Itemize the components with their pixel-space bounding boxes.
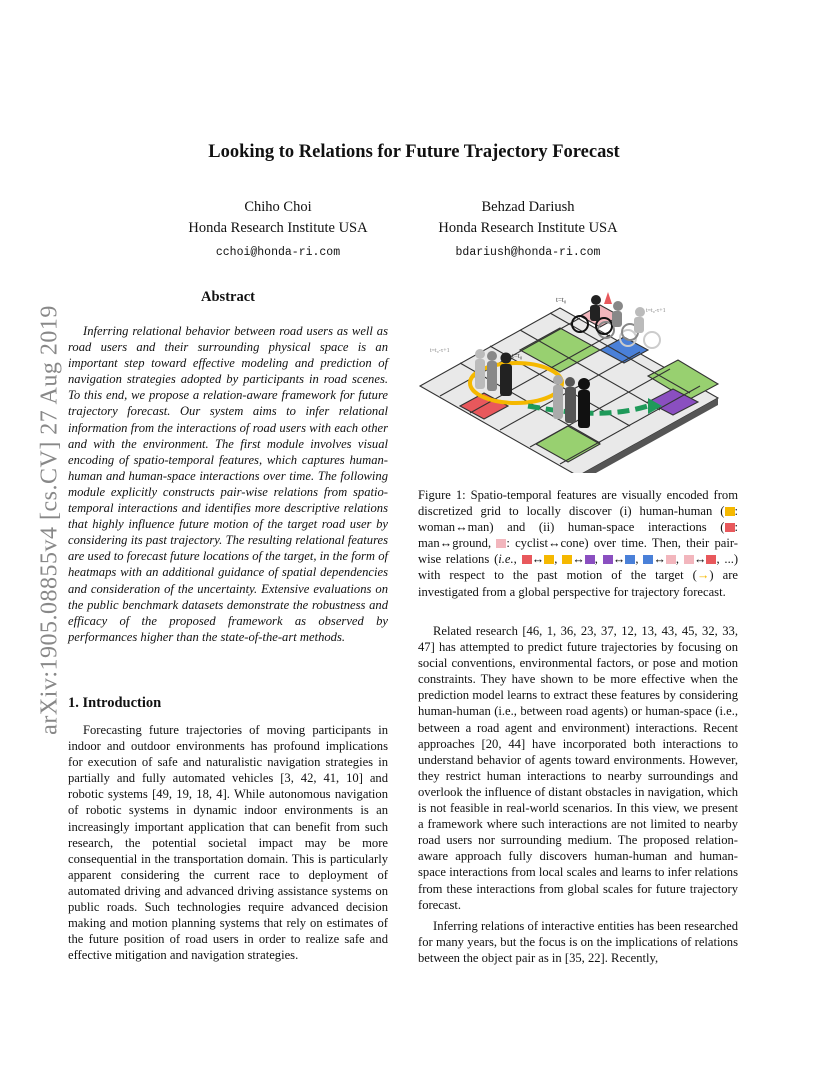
author-name: Behzad Dariush [481, 199, 575, 215]
relation-arrow: ↔ [531, 552, 545, 567]
intro-paragraph: Forecasting future trajectories of moving participants in indoor and outdoor environments has profound implications for execution of safe and naturalistic navigation strategies in partially and fully automated vehicles [3, 42, 41, 10] and robotic systems [49, 19, 18, 4]. While autonomous navigation of robotic systems in dynamic indoor environments is an increasingly important application that can benefit from such research, the potential societal impact may be more consequential in the transportation domain. This is particularly apparent considering the current race to deployment of automated driving and advanced driving assistance systems on public roads. Such technologies require advanced decision making and motion planning systems that rely on estimates of the future position of road users in order to realize safe and effective mitigation and navigation strategies. [68, 723, 388, 963]
label-tail-top: t=t₀-τ+1 [646, 308, 666, 314]
related-paragraph-1: Related research [46, 1, 36, 23, 37, 12, 13, 43, 45, 32, 33, 47] has attempted to predict future trajectories by focusing on social conventions, environmental factors, or pose and motion constraints. They have shown to be more effective when the prediction model learns to extract these features by considering human-human (i.e., between road agents) or human-space (i.e., between a road agent and environment) interactions. Recent approaches [20, 44] have incorporated both interactions to understand behavior of agents toward environments. However, they restrict human interactions to nearby surroundings and overlook the influence of distant obstacles in navigation, which is not feasible in real-world scenarios. In this view, we present a framework where such interactions are not limited to nearby road users nor surrounding medium. The proposed relation-aware approach fully discovers human-human and human-space interactions from local scales and learns to infer relations from these interactions from global scales for future trajectory forecast. [418, 624, 738, 912]
paper-title: Looking to Relations for Future Trajectory Forecast [208, 142, 620, 162]
caption-text: ) are investigated from a global perspective for trajectory forecast. [418, 568, 738, 599]
purple-square-icon [603, 555, 613, 564]
relation-arrow: ↔ [572, 552, 585, 567]
abstract-heading: Abstract [201, 289, 255, 305]
author-name: Chiho Choi [244, 199, 312, 215]
abstract-text: Inferring relational behavior between road users as well as road users and their surrounding physical space is an important step toward effective modeling and prediction of navigation strategies adopted by participants in road scenes. To this end, we propose a relation-aware framework for future trajectory forecast. Our system aims to infer relational information from the interactions of road users with each other and with the environment. The first module involves visual encoding of spatio-temporal features, which captures human-human and human-space interactions over time. The following module explicitly constructs pair-wise relations from spatio-temporal interactions and identifies more descriptive relations that highly influence future motion of the target road user by considering its past trajectory. The resulting relational features are used to forecast future locations of the target, in the form of heatmaps with an additional guidance of spatial dependencies and consideration of the uncertainty. Extensive evaluations on the public benchmark datasets demonstrate the robustness and efficacy of the proposed framework as observed by performances higher than the state-of-the-art methods. [68, 324, 388, 644]
label-t0-top: t=t₀ [556, 296, 567, 304]
caption-text: : man↔ground, [418, 520, 738, 551]
blue-square-icon [625, 555, 635, 564]
pink-square-icon [684, 555, 694, 564]
author-1 [158, 197, 398, 263]
caption-text: : cyclist↔cone) over time. Then, their pair-wise relations ( [418, 536, 738, 567]
arxiv-stamp-text: arXiv:1905.08855v4 [cs.CV] 27 Aug 2019 [36, 305, 63, 735]
author-2 [408, 197, 648, 263]
relation-arrow: ↔ [693, 552, 707, 567]
red-square-icon [522, 555, 532, 564]
red-square-icon [725, 523, 735, 532]
relation-arrow: ↔ [653, 552, 666, 567]
blue-square-icon [643, 555, 653, 564]
related-paragraph-2: Inferring relations of interactive entities has been researched for many years, but the focus is on the implications of relations between the object pair as in [35, 22]. Recently, [418, 919, 738, 966]
caption-text: , [513, 552, 522, 567]
arxiv-stamp [38, 285, 62, 755]
section-heading-introduction: 1. Introduction [68, 695, 162, 711]
yellow-square-icon [562, 555, 572, 564]
caption-text: : woman↔man) and (ii) human-space interactions ( [418, 504, 738, 535]
trajectory-arrow-icon: → [696, 568, 710, 583]
figure-caption: Figure 1: Spatio-temporal features are visually encoded from discretized grid to locally discover (i) human-human ( : woman↔man) and (ii) human-space interactions ( : man↔ground, : cyclist↔cone) over time. Then, their pair-wise relations (i.e., ↔ , ↔ , ↔ , ↔ , ↔ , ...) with respect to the past motion of the target (→) are investigated from a global perspective for trajectory forecast. [418, 488, 739, 599]
pink-square-icon [666, 555, 676, 564]
relation-arrow: ↔ [612, 552, 626, 567]
traffic-cone [604, 292, 612, 304]
author-affiliation: Honda Research Institute USA [188, 220, 368, 236]
caption-text: , ...) with respect to the past motion of the target ( [418, 552, 739, 583]
caption-ie: i.e. [498, 552, 514, 567]
red-square-icon [706, 555, 716, 564]
purple-square-icon [585, 555, 595, 564]
yellow-square-icon [725, 507, 735, 516]
label-t0-left: t=t₀ [512, 352, 523, 360]
label-tail-left: t=t₀-τ+1 [430, 348, 450, 354]
author-email[interactable]: cchoi@honda-ri.com [215, 246, 341, 259]
pedestrian-woman-silhouettes [475, 349, 512, 396]
pink-square-icon [496, 539, 506, 548]
caption-text: Figure 1: Spatio-temporal features are visually encoded from discretized grid to locally discover (i) human-human ( [418, 488, 738, 519]
yellow-square-icon [544, 555, 554, 564]
author-email[interactable]: bdariush@honda-ri.com [455, 246, 601, 259]
figure-1-illustration [418, 288, 740, 473]
author-affiliation: Honda Research Institute USA [438, 220, 618, 236]
